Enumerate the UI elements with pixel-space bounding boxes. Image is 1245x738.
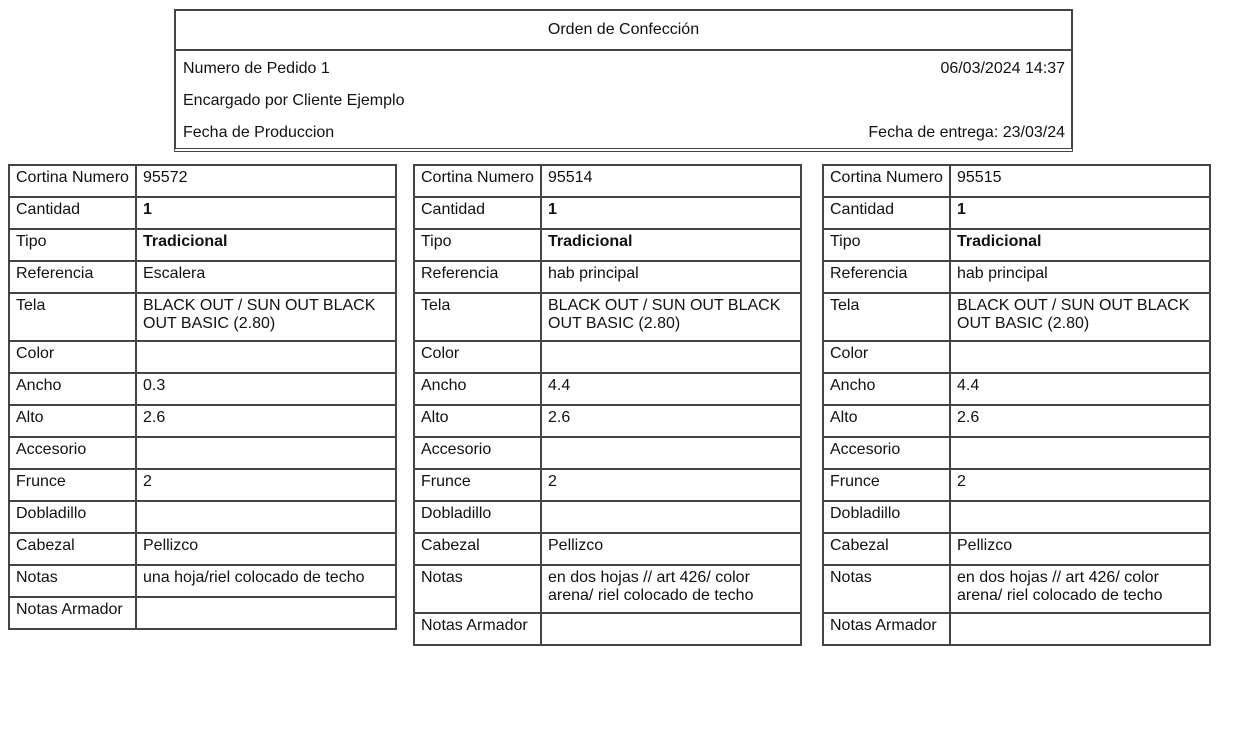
label-frunce: Frunce [414,469,541,501]
label-cantidad: Cantidad [823,197,950,229]
order-number: Numero de Pedido 1 [183,60,330,77]
delivery-date: Fecha de entrega: 23/03/24 [868,124,1065,141]
value-color [541,341,801,373]
row-referencia [414,261,801,293]
row-cantidad [414,197,801,229]
row-cabezal [414,533,801,565]
value-alto: 2.6 [136,405,396,437]
label-notas: Notas [9,565,136,597]
row-frunce [9,469,396,501]
label-frunce: Frunce [9,469,136,501]
row-referencia [823,261,1210,293]
row-accesorio [823,437,1210,469]
label-color: Color [414,341,541,373]
value-referencia: hab principal [541,261,801,293]
label-notas-armador: Notas Armador [823,613,950,645]
label-alto: Alto [414,405,541,437]
row-ancho [823,373,1210,405]
row-dobladillo [414,501,801,533]
value-tela: BLACK OUT / SUN OUT BLACK OUT BASIC (2.80) [541,293,801,341]
value-cabezal: Pellizco [541,533,801,565]
label-cantidad: Cantidad [414,197,541,229]
row-cabezal [823,533,1210,565]
value-cantidad: 1 [541,197,801,229]
value-tipo: Tradicional [136,229,396,261]
label-ancho: Ancho [823,373,950,405]
row-notas-armador [823,613,1210,645]
label-tipo: Tipo [823,229,950,261]
label-notas-armador: Notas Armador [414,613,541,645]
value-alto: 2.6 [950,405,1210,437]
row-numero [823,165,1210,197]
row-notas-armador [9,597,396,629]
value-frunce: 2 [950,469,1210,501]
row-alto [9,405,396,437]
label-tipo: Tipo [414,229,541,261]
value-accesorio [541,437,801,469]
label-tela: Tela [823,293,950,341]
label-numero: Cortina Numero [414,165,541,197]
label-dobladillo: Dobladillo [9,501,136,533]
value-referencia: hab principal [950,261,1210,293]
row-tipo [9,229,396,261]
value-referencia: Escalera [136,261,396,293]
value-numero: 95515 [950,165,1210,197]
label-notas-armador: Notas Armador [9,597,136,629]
label-ancho: Ancho [9,373,136,405]
value-cantidad: 1 [136,197,396,229]
label-accesorio: Accesorio [414,437,541,469]
row-alto [414,405,801,437]
label-cantidad: Cantidad [9,197,136,229]
label-referencia: Referencia [9,261,136,293]
label-cabezal: Cabezal [823,533,950,565]
row-tela [823,293,1210,341]
value-color [950,341,1210,373]
label-frunce: Frunce [823,469,950,501]
value-frunce: 2 [136,469,396,501]
value-tipo: Tradicional [541,229,801,261]
row-color [414,341,801,373]
row-dobladillo [823,501,1210,533]
value-notas-armador [950,613,1210,645]
label-numero: Cortina Numero [823,165,950,197]
value-notas-armador [541,613,801,645]
value-dobladillo [136,501,396,533]
row-tipo [414,229,801,261]
row-accesorio [414,437,801,469]
order-client: Encargado por Cliente Ejemplo [183,92,405,109]
row-referencia [9,261,396,293]
curtain-table-2 [413,164,802,646]
row-ancho [414,373,801,405]
label-numero: Cortina Numero [9,165,136,197]
value-notas: una hoja/riel colocado de techo [136,565,396,597]
production-date: Fecha de Produccion [183,124,335,141]
order-row-client [176,85,1071,117]
order-row-pedido [176,53,1071,85]
label-color: Color [823,341,950,373]
label-referencia: Referencia [823,261,950,293]
row-ancho [9,373,396,405]
value-ancho: 4.4 [950,373,1210,405]
row-tela [9,293,396,341]
value-color [136,341,396,373]
row-numero [9,165,396,197]
row-cantidad [823,197,1210,229]
row-accesorio [9,437,396,469]
value-notas: en dos hojas // art 426/ color arena/ riel colocado de techo [541,565,801,613]
order-row-dates [176,117,1071,149]
value-dobladillo [541,501,801,533]
row-notas [414,565,801,613]
row-cabezal [9,533,396,565]
label-dobladillo: Dobladillo [823,501,950,533]
order-header [174,9,1073,152]
row-frunce [823,469,1210,501]
row-notas [9,565,396,597]
label-ancho: Ancho [414,373,541,405]
value-accesorio [950,437,1210,469]
row-notas-armador [414,613,801,645]
row-color [823,341,1210,373]
order-datetime: 06/03/2024 14:37 [940,60,1065,77]
label-cabezal: Cabezal [414,533,541,565]
value-tela: BLACK OUT / SUN OUT BLACK OUT BASIC (2.80) [950,293,1210,341]
value-notas-armador [136,597,396,629]
value-cantidad: 1 [950,197,1210,229]
label-tipo: Tipo [9,229,136,261]
row-cantidad [9,197,396,229]
label-alto: Alto [9,405,136,437]
label-dobladillo: Dobladillo [414,501,541,533]
label-referencia: Referencia [414,261,541,293]
label-notas: Notas [823,565,950,613]
row-dobladillo [9,501,396,533]
order-title: Orden de Confección [176,11,1071,51]
value-numero: 95514 [541,165,801,197]
row-notas [823,565,1210,613]
label-cabezal: Cabezal [9,533,136,565]
value-ancho: 0.3 [136,373,396,405]
row-numero [414,165,801,197]
value-dobladillo [950,501,1210,533]
label-alto: Alto [823,405,950,437]
label-accesorio: Accesorio [9,437,136,469]
curtain-table-3 [822,164,1211,646]
row-frunce [414,469,801,501]
value-numero: 95572 [136,165,396,197]
row-alto [823,405,1210,437]
value-ancho: 4.4 [541,373,801,405]
value-tipo: Tradicional [950,229,1210,261]
label-notas: Notas [414,565,541,613]
value-alto: 2.6 [541,405,801,437]
label-accesorio: Accesorio [823,437,950,469]
value-accesorio [136,437,396,469]
row-tela [414,293,801,341]
label-tela: Tela [414,293,541,341]
label-color: Color [9,341,136,373]
row-color [9,341,396,373]
curtain-table-1 [8,164,397,630]
row-tipo [823,229,1210,261]
value-frunce: 2 [541,469,801,501]
label-tela: Tela [9,293,136,341]
value-tela: BLACK OUT / SUN OUT BLACK OUT BASIC (2.80) [136,293,396,341]
value-notas: en dos hojas // art 426/ color arena/ riel colocado de techo [950,565,1210,613]
value-cabezal: Pellizco [950,533,1210,565]
value-cabezal: Pellizco [136,533,396,565]
